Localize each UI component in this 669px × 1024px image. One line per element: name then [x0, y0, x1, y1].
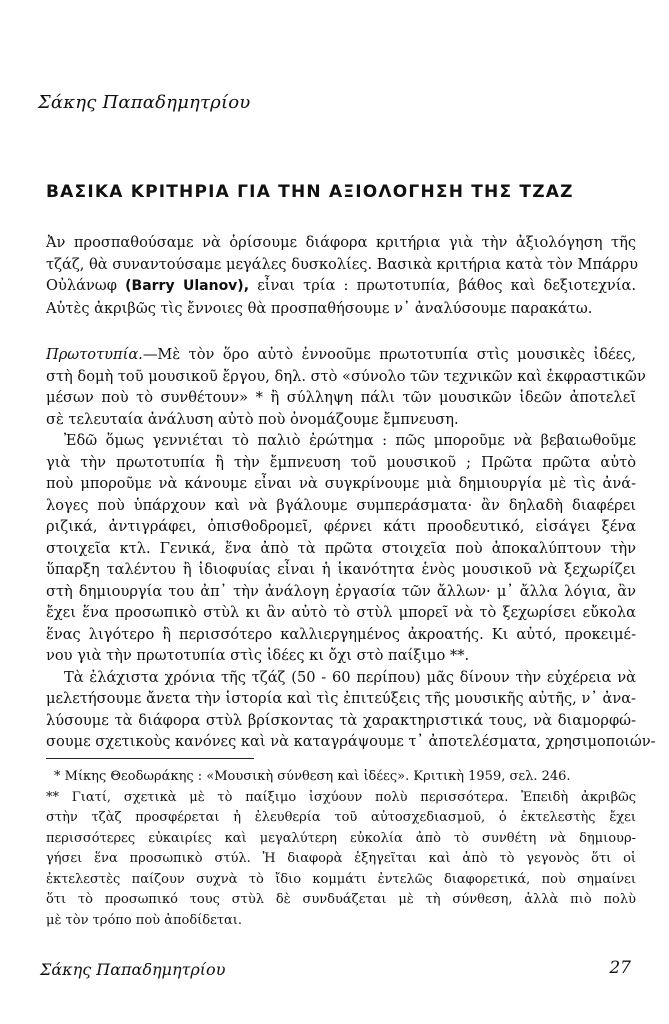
footnote-2-line: γήσει ἕνα προσωπικὸ στύλ. Ἡ διαφορὰ ἐξηγεῖται καὶ ἀπὸ τὸ γεγονὸς ὅτι οἱ: [46, 851, 636, 866]
text-line: ριζικά, ἀντιγράφει, ὀπισθοδρομεῖ, φέρνει κάτι προοδευτικό, εἰσάγει ξένα: [46, 518, 636, 535]
text-line: μέσων ποὺ τὸ συνθέτουν» * ἢ σύλληψη πάλι τῶν μουσικῶν ἰδεῶν ἀποτελεῖ: [46, 389, 636, 406]
header-author: Σάκης Παπαδημητρίου: [38, 92, 251, 113]
footnote-text: Μίκης Θεοδωράκης : «Μουσικὴ σύνθεση καὶ ἰδέες». Κριτικὴ 1959, σελ. 246.: [64, 769, 571, 784]
text-line: ποὺ μποροῦμε νὰ κάνουμε εἶναι νὰ συγκρίνουμε μιὰ δημιουργία μὲ τὶς ἀνά-: [46, 475, 636, 492]
text-line: λύσουμε τὰ διάφορα στὺλ βρίσκοντας τὰ χαρακτηριστικά τους, νὰ διαμορφώ-: [46, 711, 636, 729]
text-line: στοιχεῖα κτλ. Γενικά, ἕνα ἀπὸ τὰ πρῶτα στοιχεῖα ποὺ ἀποκαλύπτουν τὴν: [46, 539, 636, 557]
footnote-2-line: [46, 788, 636, 809]
text-line: σὲ τελευταία ἀνάλυση αὐτὸ ποὺ ὀνομάζουμε ἔμπνευση.: [46, 410, 459, 428]
text-fragment: εἶναι τρία : πρωτοτυπία, βάθος καὶ δεξιοτεχνία.: [257, 277, 637, 294]
page-number: 27: [609, 958, 631, 978]
text-line: στὴ δομὴ τοῦ μουσικοῦ ἔργου, δηλ. στὸ «σύνολο τῶν τεχνικῶν καὶ ἐκφραστικῶν: [46, 367, 646, 385]
footnote-1: [46, 767, 636, 788]
text-line: Αὐτὲς ἀκριβῶς τὶς ἔννοιες θὰ προσπαθήσουμε ν᾽ ἀναλύσουμε παρακάτω.: [46, 299, 593, 317]
footnote-divider: [46, 758, 254, 759]
text-line: γιὰ τὴν πρωτοτυπία ἢ τὴν ἔμπνευση τοῦ μουσικοῦ ; Πρῶτα πρῶτα αὐτὸ: [46, 453, 636, 471]
text-line: νου γιὰ τὴν πρωτοτυπία στὶς ἰδέες κι ὄχι στὸ παίξιμο **.: [46, 647, 470, 664]
text-line: τζάζ, θὰ συναντούσαμε μεγάλες δυσκολίες. Βασικὰ κριτήρια κατὰ τὸν Μπάρρυ: [46, 255, 638, 273]
text-line: λογες ποὺ ὑπάρχουν καὶ νὰ βγάλουμε συμπεράσματα· ἂν δηλαδὴ διαφέρει: [46, 496, 636, 514]
section-originality: [46, 344, 656, 753]
text-line: ἕνας λιγότερο ἢ περισσότερο καλλιεργημένος ἀκροατής. Κι αὐτό, προκειμέ-: [46, 625, 636, 643]
text-line: στὴ δημιουργία του ἀπ᾽ τὴν ἀνάλογη ἐργασία τῶν ἄλλων· μ᾽ ἄλλα λόγια, ἂν: [46, 582, 636, 600]
footnote-2-line: μὲ τὸν τρόπο ποὺ ἀποδίδεται.: [46, 912, 243, 928]
text-line: [46, 344, 636, 366]
text-fragment: —Μὲ τὸν ὅρο αὐτὸ ἐννοοῦμε πρωτοτυπία στὶς μουσικὲς ἰδέες,: [142, 346, 636, 363]
text-line: Ἀν προσπαθούσαμε νὰ ὁρίσουμε διάφορα κριτήρια γιὰ τὴν ἀξιολόγηση τῆς: [46, 234, 636, 251]
footnote-2-line: περισσότερες εὐκαιρίες καὶ μεγαλύτερη εὐκολία ἀπὸ τὸ συνθέτη νὰ δημιουρ-: [46, 830, 636, 846]
text-line: ὕπαρξη ταλέντου ἢ ἰδιοφυίας εἶναι ἡ ἱκανότητα ἑνὸς μουσικοῦ νὰ ξεχωρίζει: [46, 561, 636, 578]
footer-author: Σάκης Παπαδημητρίου: [40, 960, 226, 979]
text-line: Ἐδῶ ὅμως γεννιέται τὸ παλιὸ ἐρώτημα : πῶς μποροῦμε νὰ βεβαιωθοῦμε: [64, 432, 636, 449]
footnotes: [46, 767, 636, 931]
intro-paragraph: [46, 232, 636, 319]
footnote-2-line: ἐκτελεστὲς παίζουν συχνὰ τὸ ἴδιο κομμάτι ἐντελῶς διαφορετικά, ποὺ σημαίνει: [46, 871, 636, 887]
text-line: Τὰ ἐλάχιστα χρόνια τῆς τζάζ (50 - 60 περίπου) μᾶς δίνουν τὴν εὐχέρεια νὰ: [64, 668, 636, 686]
article-title: ΒΑΣΙΚΑ ΚΡΙΤΗΡΙΑ ΓΙΑ ΤΗΝ ΑΞΙΟΛΟΓΗΣΗ ΤΗΣ ΤΖΑΖ: [46, 182, 574, 202]
footnote-marker: **: [46, 789, 59, 805]
footnote-2-line: ὅτι τὸ προσωπικό τους στὺλ δὲ συνδυάζεται μὲ τὴ σύνθεση, ἀλλὰ πιὸ πολὺ: [46, 892, 636, 907]
section-heading: Πρωτοτυπία.: [46, 346, 143, 363]
text-line: σουμε σχετικοὺς κανόνες καὶ νὰ καταγράψουμε τ᾽ ἀποτελέσματα, χρησιμοποιών-: [46, 733, 656, 750]
text-line: [46, 275, 636, 298]
footnote-marker: *: [54, 769, 61, 784]
text-fragment: Οὐλάνωφ: [46, 277, 117, 294]
bold-name: (Barry Ulanov),: [125, 278, 250, 294]
footnote-2-line: στὴν τζὰζ προσφέρεται ἡ ἐλευθερία τοῦ αὐτοσχεδιασμοῦ, ὁ ἐκτελεστὴς ἔχει: [46, 810, 636, 825]
text-line: ἔχει ἕνα προσωπικὸ στὺλ κι ἂν αὐτὸ τὸ στὺλ μπορεῖ νὰ τὸ ξεχωρίσει εὔκολα: [46, 604, 636, 621]
footnote-text: Γιατί, σχετικὰ μὲ τὸ παίξιμο ἰσχύουν πολὺ περισσότερα. Ἐπειδὴ ἀκριβῶς: [71, 789, 636, 805]
text-line: μελετήσουμε ἄνετα τὴν ἱστορία καὶ τὶς ἐπιτεύξεις τῆς μουσικῆς αὐτῆς, ν᾽ ἀνα-: [46, 690, 636, 707]
